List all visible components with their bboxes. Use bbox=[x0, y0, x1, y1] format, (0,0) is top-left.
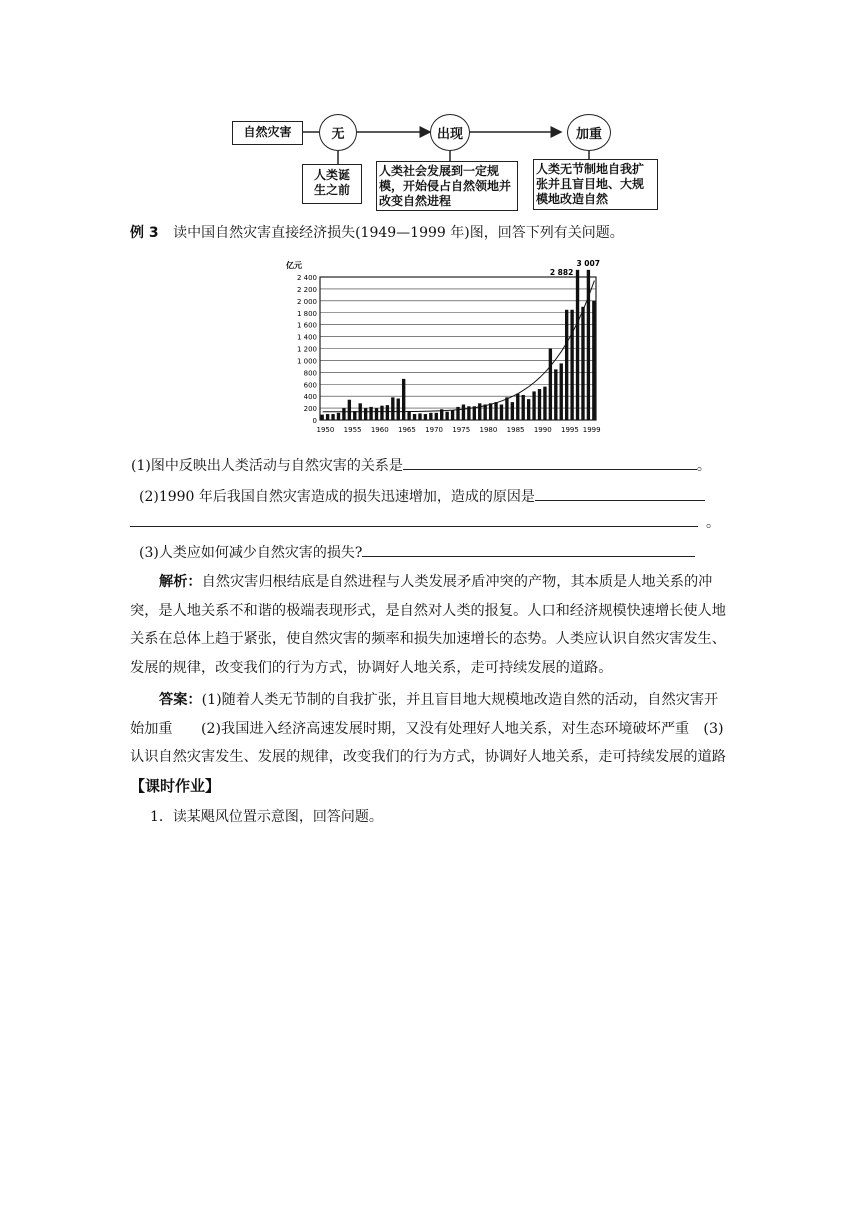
x-tick-label: 1990 bbox=[533, 426, 552, 434]
y-tick-label: 600 bbox=[303, 381, 317, 390]
answer-paragraph bbox=[130, 686, 730, 772]
analysis-label: 解析： bbox=[159, 574, 202, 590]
bar bbox=[478, 403, 481, 420]
bar bbox=[543, 387, 546, 420]
question-1-text: (1)图中反映出人类活动与自然灾害的关系是 bbox=[131, 458, 403, 474]
flow-note-society: 人类社会发展到一定规模，开始侵占自然领地并改变自然进程 bbox=[376, 161, 518, 211]
y-tick-label: 1 800 bbox=[296, 309, 317, 318]
x-tick-label: 1995 bbox=[561, 426, 579, 434]
answer-label: 答案： bbox=[159, 692, 202, 708]
y-tick-label: 800 bbox=[303, 369, 317, 378]
y-tick-label: 1 400 bbox=[296, 333, 317, 342]
example-label: 例 3 bbox=[130, 225, 159, 241]
y-tick-label: 1 600 bbox=[296, 321, 317, 330]
bar bbox=[402, 379, 405, 420]
bar bbox=[538, 389, 541, 420]
bar bbox=[560, 363, 563, 420]
x-tick-label: 1965 bbox=[398, 426, 416, 434]
bar bbox=[549, 349, 552, 421]
bar bbox=[494, 402, 497, 420]
bar bbox=[489, 403, 492, 420]
x-tick-label: 1955 bbox=[343, 426, 362, 434]
disaster-loss-chart bbox=[280, 255, 610, 440]
example-line bbox=[130, 224, 624, 242]
data-label: 3 007 bbox=[576, 259, 600, 268]
bar bbox=[413, 414, 416, 420]
bar bbox=[353, 411, 356, 420]
answer-blank-2a bbox=[535, 486, 705, 501]
bar bbox=[321, 415, 324, 420]
y-tick-label: 1 000 bbox=[296, 357, 317, 366]
x-tick-label: 1960 bbox=[370, 426, 389, 434]
x-tick-label: 1970 bbox=[425, 426, 444, 434]
analysis-text: 自然灾害归根结底是自然进程与人类发展矛盾冲突的产物，其本质是人地关系的冲突，是人地关系不和谐的极端表现形式，是自然对人类的报复。人口和经济规模快速增长使人地关系在总体上趋于紧张，使自然灾害的频率和损失加速增长的态势。人类应认识自然灾害发生、发展的规律，改变我们的行为方式，协调好人地关系，走可持续发展的道路。 bbox=[130, 574, 726, 676]
question-2-text: (2)1990 年后我国自然灾害造成的损失迅速增加，造成的原因是 bbox=[139, 489, 535, 505]
bar bbox=[527, 399, 530, 420]
bar bbox=[386, 405, 389, 420]
bar bbox=[331, 414, 334, 420]
x-tick-label: 1999 bbox=[582, 426, 601, 434]
bar bbox=[435, 413, 438, 420]
y-tick-label: 2 000 bbox=[296, 297, 317, 306]
y-tick-label: 2 400 bbox=[296, 274, 317, 282]
bar bbox=[326, 414, 329, 420]
bar bbox=[554, 369, 557, 420]
bar bbox=[570, 310, 573, 420]
answer-blank-2b bbox=[130, 512, 698, 527]
y-tick-label: 0 bbox=[312, 417, 317, 425]
answer-blank-3 bbox=[362, 542, 695, 557]
bar bbox=[522, 395, 525, 420]
flow-stage-worsen: 加重 bbox=[567, 114, 611, 151]
question-3-text: (3)人类应如何减少自然灾害的损失? bbox=[139, 545, 363, 561]
bar bbox=[342, 408, 345, 420]
y-tick-label: 200 bbox=[303, 405, 317, 414]
data-label: 2 882 bbox=[549, 268, 574, 277]
bar bbox=[364, 408, 367, 420]
y-tick-label: 400 bbox=[303, 393, 317, 402]
bar bbox=[592, 301, 595, 420]
bar bbox=[375, 408, 378, 420]
y-axis-label: 亿元 bbox=[286, 261, 302, 270]
trend-curve bbox=[323, 281, 595, 412]
bar bbox=[369, 407, 372, 420]
question-1 bbox=[131, 455, 711, 475]
bar bbox=[380, 406, 383, 420]
bar bbox=[337, 413, 340, 420]
bar bbox=[445, 412, 448, 420]
bar bbox=[348, 400, 351, 420]
question-3 bbox=[139, 542, 695, 562]
analysis-paragraph bbox=[130, 568, 730, 682]
bar bbox=[516, 394, 519, 420]
bar bbox=[407, 411, 410, 420]
question-1-end: 。 bbox=[696, 458, 711, 474]
flow-stage-none: 无 bbox=[319, 114, 357, 151]
x-tick-label: 1980 bbox=[479, 426, 498, 434]
bar bbox=[532, 391, 535, 420]
bar bbox=[511, 402, 514, 420]
question-2-cont bbox=[130, 512, 720, 532]
x-tick-label: 1950 bbox=[316, 426, 335, 434]
bar bbox=[581, 307, 584, 420]
question-2 bbox=[139, 486, 705, 506]
bar bbox=[397, 399, 400, 420]
bar bbox=[500, 405, 503, 420]
x-tick-label: 1985 bbox=[506, 426, 525, 434]
homework-heading: 【课时作业】 bbox=[130, 777, 221, 795]
bar bbox=[456, 407, 459, 420]
flow-start-box: 自然灾害 bbox=[232, 121, 303, 145]
flow-note-before-humans: 人类诞生之前 bbox=[302, 164, 362, 204]
bar bbox=[418, 413, 421, 420]
bar bbox=[462, 405, 465, 420]
example-text: 读中国自然灾害直接经济损失(1949—1999 年)图，回答下列有关问题。 bbox=[173, 225, 624, 241]
bar bbox=[391, 397, 394, 420]
flow-note-expansion: 人类无节制地自我扩张并且盲目地、大规模地改造自然 bbox=[533, 159, 658, 210]
y-tick-label: 2 200 bbox=[296, 285, 317, 294]
bar bbox=[451, 410, 454, 420]
flow-stage-appear: 出现 bbox=[430, 114, 470, 151]
bar bbox=[424, 414, 427, 420]
x-tick-label: 1975 bbox=[452, 426, 471, 434]
bar bbox=[505, 397, 508, 420]
bar bbox=[576, 270, 579, 420]
homework-item-1: 1．读某飓风位置示意图，回答问题。 bbox=[150, 809, 383, 825]
question-2-end: 。 bbox=[706, 515, 720, 531]
bar bbox=[429, 413, 432, 420]
answer-text: (1)随着人类无节制的自我扩张，并且盲目地大规模地改造自然的活动，自然灾害开始加重 (2)我国进入经济高速发展时期，又没有处理好人地关系，对生态环境破坏严重 (3)认识自然灾害发生、发展的规律，改变我们的行为方式，协调好人地关系，走可持续发展的道路 bbox=[130, 692, 726, 766]
answer-blank-1 bbox=[403, 455, 697, 470]
y-tick-label: 1 200 bbox=[296, 345, 317, 354]
bar bbox=[565, 310, 568, 420]
bar bbox=[483, 405, 486, 420]
